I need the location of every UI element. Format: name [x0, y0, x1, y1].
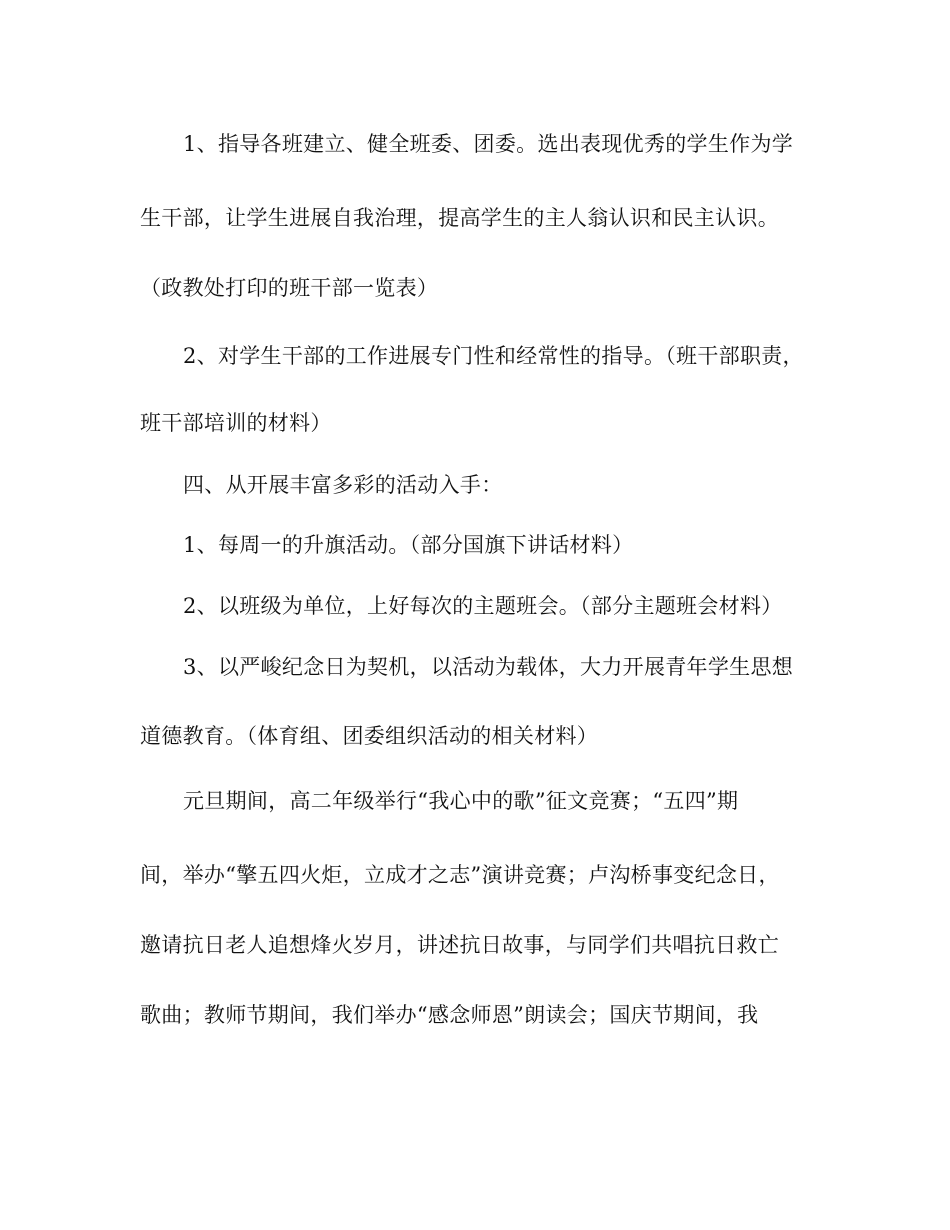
paragraph-line-1: 1、指导各班建立、健全班委、团委。选出表现优秀的学生作为学	[183, 132, 794, 156]
list-item-2: 2、以班级为单位，上好每次的主题班会。（部分主题班会材料）	[183, 594, 783, 618]
paragraph-line-12: 间，举办“擎五四火炬，立成才之志”演讲竞赛；卢沟桥事变纪念日，	[140, 863, 780, 887]
list-item-3-line-1: 3、以严峻纪念日为契机，以活动为载体，大力开展青年学生思想	[183, 655, 794, 679]
section-heading: 四、从开展丰富多彩的活动入手：	[183, 473, 503, 497]
paragraph-line-5: 班干部培训的材料）	[140, 411, 332, 435]
list-item-3-line-2: 道德教育。（体育组、团委组织活动的相关材料）	[140, 724, 599, 748]
paragraph-line-2: 生干部，让学生进展自我治理，提高学生的主人翁认识和民主认识。	[140, 206, 779, 230]
paragraph-line-11: 元旦期间，高二年级举行“我心中的歌”征文竞赛；“五四”期	[183, 789, 739, 813]
list-item-1: 1、每周一的升旗活动。（部分国旗下讲话材料）	[183, 533, 634, 557]
paragraph-line-14: 歌曲；教师节期间，我们举办“感念师恩”朗读会；国庆节期间，我	[140, 1003, 759, 1027]
paragraph-line-3: （政教处打印的班干部一览表）	[140, 276, 439, 300]
paragraph-line-13: 邀请抗日老人追想烽火岁月，讲述抗日故事，与同学们共唱抗日救亡	[140, 933, 779, 957]
paragraph-line-4: 2、对学生干部的工作进展专门性和经常性的指导。（班干部职责，	[183, 344, 804, 368]
